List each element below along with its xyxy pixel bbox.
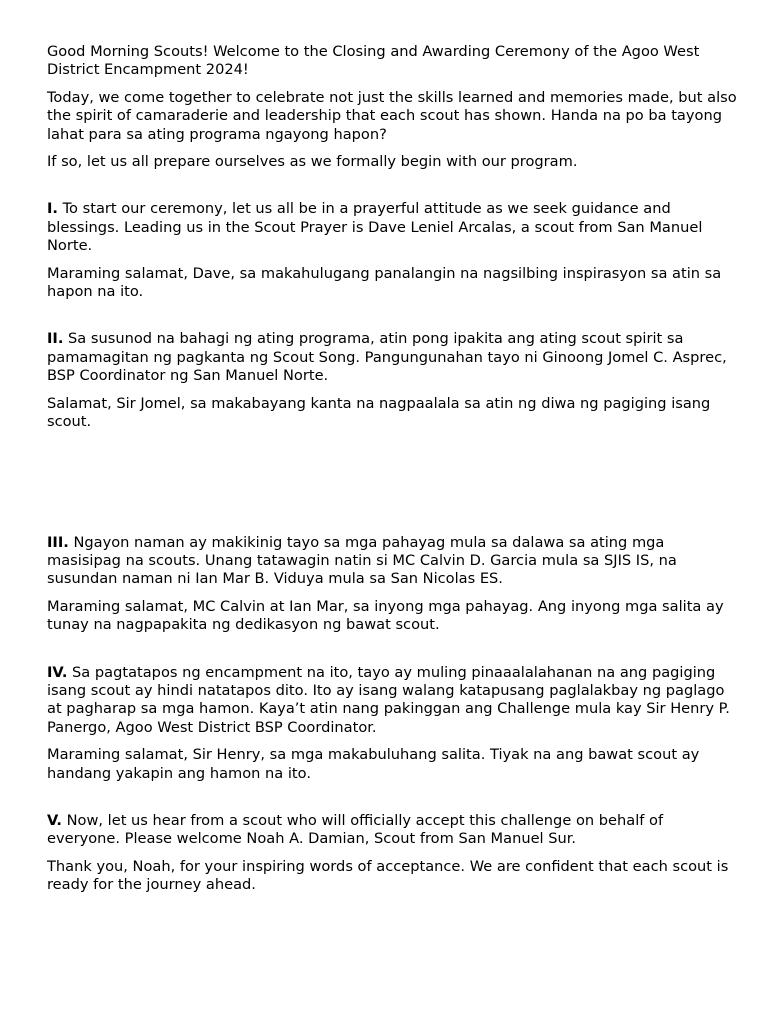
section-4-thanks: Maraming salamat, Sir Henry, sa mga makabuluhang salita. Tiyak na ang bawat scout ay handang yakapin ang hamon na ito. (47, 746, 700, 782)
section-5-number: V. (47, 811, 62, 829)
section-3-paragraph (47, 534, 737, 589)
section-1-thanks: Maraming salamat, Dave, sa makahulugang panalangin na nagsilbing inspirasyon sa atin sa hapon na ito. (47, 264, 722, 301)
section-4-text: Sa pagtatapos ng encampment na ito, tayo ay muling pinaaalalahanan na ang pagiging isang scout ay hindi natatapos dito. Ito ay isang walang katapusang paglalakbay ng paglago at pagharap sa mga hamon. Kaya’t atin nang pakinggan ang Challenge mula kay Sir Henry P. Panergo, Agoo West District BSP Coordinator. (47, 663, 730, 736)
document-page (47, 43, 737, 895)
section-3-text: Ngayon naman ay makikinig tayo sa mga pahayag mula sa dalawa sa ating mga masisipag na scouts. Unang tatawagin natin si MC Calvin D. Garcia mula sa SJIS IS, na susundan naman ni Ian Mar B. Viduya mula sa San Nicolas ES. (47, 533, 677, 588)
prepare-paragraph: If so, let us all prepare ourselves as we formally begin with our program. (47, 153, 578, 171)
section-3-number: III. (47, 533, 69, 551)
section-5-thanks: Thank you, Noah, for your inspiring words of acceptance. We are confident that each scout is ready for the journey ahead. (47, 857, 729, 894)
section-2-number: II. (47, 330, 64, 348)
section-2-thanks: Salamat, Sir Jomel, sa makabayang kanta na nagpaalala sa atin ng diwa ng pagiging isang scout. (47, 394, 711, 431)
section-3-thanks: Maraming salamat, MC Calvin at Ian Mar, sa inyong mga pahayag. Ang inyong mga salita ay tunay na nagpapakita ng dedikasyon ng bawat scout. (47, 597, 724, 634)
section-4-paragraph (47, 664, 737, 738)
section-1-number: I. (47, 200, 58, 218)
greeting-paragraph: Good Morning Scouts! Welcome to the Closing and Awarding Ceremony of the Agoo West District Encampment 2024! (47, 43, 700, 79)
section-4-number: IV. (47, 663, 68, 681)
section-2-paragraph (47, 330, 737, 385)
section-1-paragraph (47, 200, 737, 255)
celebrate-paragraph: Today, we come together to celebrate not just the skills learned and memories made, but also the spirit of camaraderie and leadership that each scout has shown. Handa na po ba tayong lahat para sa ating programa ngayong hapon? (47, 88, 737, 143)
section-5-paragraph (47, 812, 737, 849)
section-5-text: Now, let us hear from a scout who will officially accept this challenge on behalf of everyone. Please welcome Noah A. Damian, Scout from San Manuel Sur. (47, 811, 664, 848)
section-2-text: Sa susunod na bahagi ng ating programa, atin pong ipakita ang ating scout spirit sa pamamagitan ng pagkanta ng Scout Song. Pangungunahan tayo ni Ginoong Jomel C. Asprec, BSP Coordinator ng San Manuel Norte. (47, 330, 727, 385)
section-1-text: To start our ceremony, let us all be in a prayerful attitude as we seek guidance and blessings. Leading us in the Scout Prayer is Dave Leniel Arcalas, a scout from San Manuel Norte. (47, 200, 703, 255)
